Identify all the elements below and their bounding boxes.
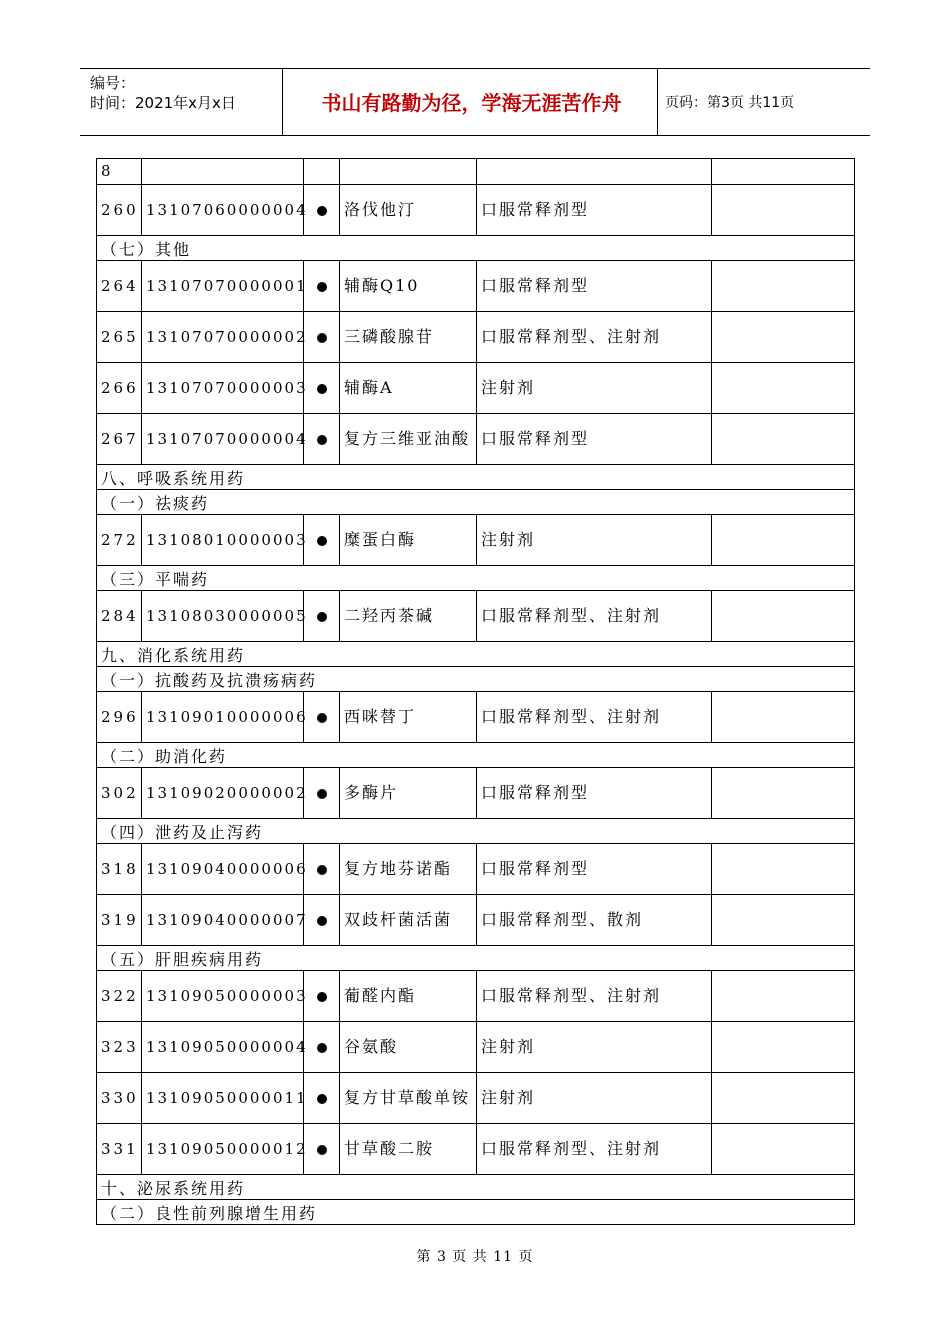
row-number: 266 (97, 363, 142, 414)
marker-cell (304, 312, 340, 363)
row-number: 330 (97, 1073, 142, 1124)
note-cell (712, 591, 855, 642)
row-number: 265 (97, 312, 142, 363)
note-cell (712, 768, 855, 819)
dosage-form: 注射剂 (477, 363, 712, 414)
note-cell (712, 515, 855, 566)
table-row (97, 1124, 855, 1175)
section-row (97, 1200, 855, 1225)
drug-name: 谷氨酸 (340, 1022, 477, 1073)
drug-code: 13109050000011 (142, 1073, 304, 1124)
drug-code: 13109050000004 (142, 1022, 304, 1073)
bullet-icon (317, 1145, 327, 1155)
section-heading: （一）抗酸药及抗溃疡病药 (97, 667, 855, 692)
drug-code: 13108010000003 (142, 515, 304, 566)
bullet-icon (317, 789, 327, 799)
note-cell (712, 971, 855, 1022)
row-number: 272 (97, 515, 142, 566)
drug-name: 双歧杆菌活菌 (340, 895, 477, 946)
bullet-icon (317, 435, 327, 445)
section-heading: （四）泄药及止泻药 (97, 819, 855, 844)
row-number: 331 (97, 1124, 142, 1175)
row-number: 284 (97, 591, 142, 642)
dosage-form: 口服常释剂型 (477, 414, 712, 465)
marker-cell (304, 1124, 340, 1175)
marker-cell (304, 515, 340, 566)
section-heading: （二）助消化药 (97, 743, 855, 768)
section-heading: （二）良性前列腺增生用药 (97, 1200, 855, 1225)
drug-code: 13108030000005 (142, 591, 304, 642)
note-cell (712, 261, 855, 312)
drug-code: 13109020000002 (142, 768, 304, 819)
drug-name: 二羟丙茶碱 (340, 591, 477, 642)
row-number: 319 (97, 895, 142, 946)
table-row (97, 515, 855, 566)
note-cell (712, 1022, 855, 1073)
section-row (97, 490, 855, 515)
drug-code: 13107070000001 (142, 261, 304, 312)
section-heading: （五）肝胆疾病用药 (97, 946, 855, 971)
section-row (97, 743, 855, 768)
dosage-form: 注射剂 (477, 1073, 712, 1124)
marker-cell (304, 363, 340, 414)
table-row (97, 1022, 855, 1073)
dosage-form: 口服常释剂型 (477, 768, 712, 819)
drug-name: 甘草酸二胺 (340, 1124, 477, 1175)
row-number: 260 (97, 185, 142, 236)
bullet-icon (317, 916, 327, 926)
page-footer: 第 3 页 共 11 页 (416, 1249, 534, 1265)
note-cell (712, 1073, 855, 1124)
drug-name: 复方地芬诺酯 (340, 844, 477, 895)
marker-cell (304, 844, 340, 895)
drug-code: 13107070000003 (142, 363, 304, 414)
section-row (97, 465, 855, 490)
section-heading: 八、呼吸系统用药 (97, 465, 855, 490)
table-row (97, 414, 855, 465)
bullet-icon (317, 612, 327, 622)
dosage-form (477, 159, 712, 185)
note-cell (712, 414, 855, 465)
dosage-form: 口服常释剂型、注射剂 (477, 1124, 712, 1175)
section-row (97, 566, 855, 591)
section-row (97, 667, 855, 692)
drug-code: 13109010000006 (142, 692, 304, 743)
section-row (97, 819, 855, 844)
table-row (97, 312, 855, 363)
dosage-form: 口服常释剂型、注射剂 (477, 312, 712, 363)
drug-code: 13109050000003 (142, 971, 304, 1022)
section-heading: 十、泌尿系统用药 (97, 1175, 855, 1200)
table-row (97, 261, 855, 312)
header-divider (657, 69, 658, 135)
drug-code (142, 159, 304, 185)
marker-cell (304, 768, 340, 819)
drug-code: 13107070000004 (142, 414, 304, 465)
header-meta (90, 73, 280, 113)
number-label: 编号： (90, 74, 136, 92)
page-header (80, 68, 870, 136)
row-number: 264 (97, 261, 142, 312)
bullet-icon (317, 1094, 327, 1104)
table-row (97, 895, 855, 946)
section-row (97, 236, 855, 261)
note-cell (712, 844, 855, 895)
dosage-form: 口服常释剂型 (477, 261, 712, 312)
note-cell (712, 363, 855, 414)
dosage-form: 注射剂 (477, 515, 712, 566)
row-number: 323 (97, 1022, 142, 1073)
drug-name: 多酶片 (340, 768, 477, 819)
note-cell (712, 895, 855, 946)
table-row (97, 1073, 855, 1124)
header-pager: 页码：第3页 共11页 (665, 95, 795, 111)
table-row (97, 185, 855, 236)
marker-cell (304, 971, 340, 1022)
note-cell (712, 159, 855, 185)
dosage-form: 口服常释剂型、注射剂 (477, 591, 712, 642)
time-label: 时间：2021年x月x日 (90, 94, 236, 112)
note-cell (712, 185, 855, 236)
marker-cell (304, 261, 340, 312)
marker-cell (304, 591, 340, 642)
dosage-form: 口服常释剂型、散剂 (477, 895, 712, 946)
dosage-form: 口服常释剂型、注射剂 (477, 971, 712, 1022)
drug-name: 复方甘草酸单铵 (340, 1073, 477, 1124)
section-heading: （三）平喘药 (97, 566, 855, 591)
bullet-icon (317, 1043, 327, 1053)
drug-name: 三磷酸腺苷 (340, 312, 477, 363)
section-heading: （七）其他 (97, 236, 855, 261)
table-row (97, 692, 855, 743)
dosage-form: 注射剂 (477, 1022, 712, 1073)
drug-table (96, 158, 855, 1225)
drug-name: 洛伐他汀 (340, 185, 477, 236)
section-row (97, 1175, 855, 1200)
bullet-icon (317, 282, 327, 292)
drug-name: 辅酶A (340, 363, 477, 414)
bullet-icon (317, 206, 327, 216)
row-number: 8 (97, 159, 142, 185)
note-cell (712, 1124, 855, 1175)
header-motto: 书山有路勤为径，学海无涯苦作舟 (321, 91, 622, 115)
drug-code: 13109050000012 (142, 1124, 304, 1175)
bullet-icon (317, 384, 327, 394)
dosage-form: 口服常释剂型、注射剂 (477, 692, 712, 743)
table-row (97, 363, 855, 414)
section-row (97, 946, 855, 971)
table-row (97, 844, 855, 895)
header-divider (282, 69, 283, 135)
row-number: 267 (97, 414, 142, 465)
marker-cell (304, 185, 340, 236)
drug-code: 13109040000007 (142, 895, 304, 946)
drug-name (340, 159, 477, 185)
bullet-icon (317, 536, 327, 546)
bullet-icon (317, 992, 327, 1002)
drug-code: 13109040000006 (142, 844, 304, 895)
table-row (97, 971, 855, 1022)
row-number: 302 (97, 768, 142, 819)
marker-cell (304, 692, 340, 743)
dosage-form: 口服常释剂型 (477, 185, 712, 236)
bullet-icon (317, 865, 327, 875)
marker-cell (304, 159, 340, 185)
table-row (97, 591, 855, 642)
bullet-icon (317, 333, 327, 343)
dosage-form: 口服常释剂型 (477, 844, 712, 895)
drug-name: 西咪替丁 (340, 692, 477, 743)
row-number: 296 (97, 692, 142, 743)
drug-name: 辅酶Q10 (340, 261, 477, 312)
table-row (97, 159, 855, 185)
section-row (97, 642, 855, 667)
marker-cell (304, 414, 340, 465)
note-cell (712, 312, 855, 363)
marker-cell (304, 1022, 340, 1073)
bullet-icon (317, 713, 327, 723)
table-row (97, 768, 855, 819)
row-number: 318 (97, 844, 142, 895)
note-cell (712, 692, 855, 743)
marker-cell (304, 895, 340, 946)
drug-code: 13107070000002 (142, 312, 304, 363)
section-heading: 九、消化系统用药 (97, 642, 855, 667)
marker-cell (304, 1073, 340, 1124)
drug-name: 复方三维亚油酸 (340, 414, 477, 465)
section-heading: （一）祛痰药 (97, 490, 855, 515)
drug-name: 葡醛内酯 (340, 971, 477, 1022)
row-number: 322 (97, 971, 142, 1022)
drug-name: 糜蛋白酶 (340, 515, 477, 566)
drug-code: 13107060000004 (142, 185, 304, 236)
